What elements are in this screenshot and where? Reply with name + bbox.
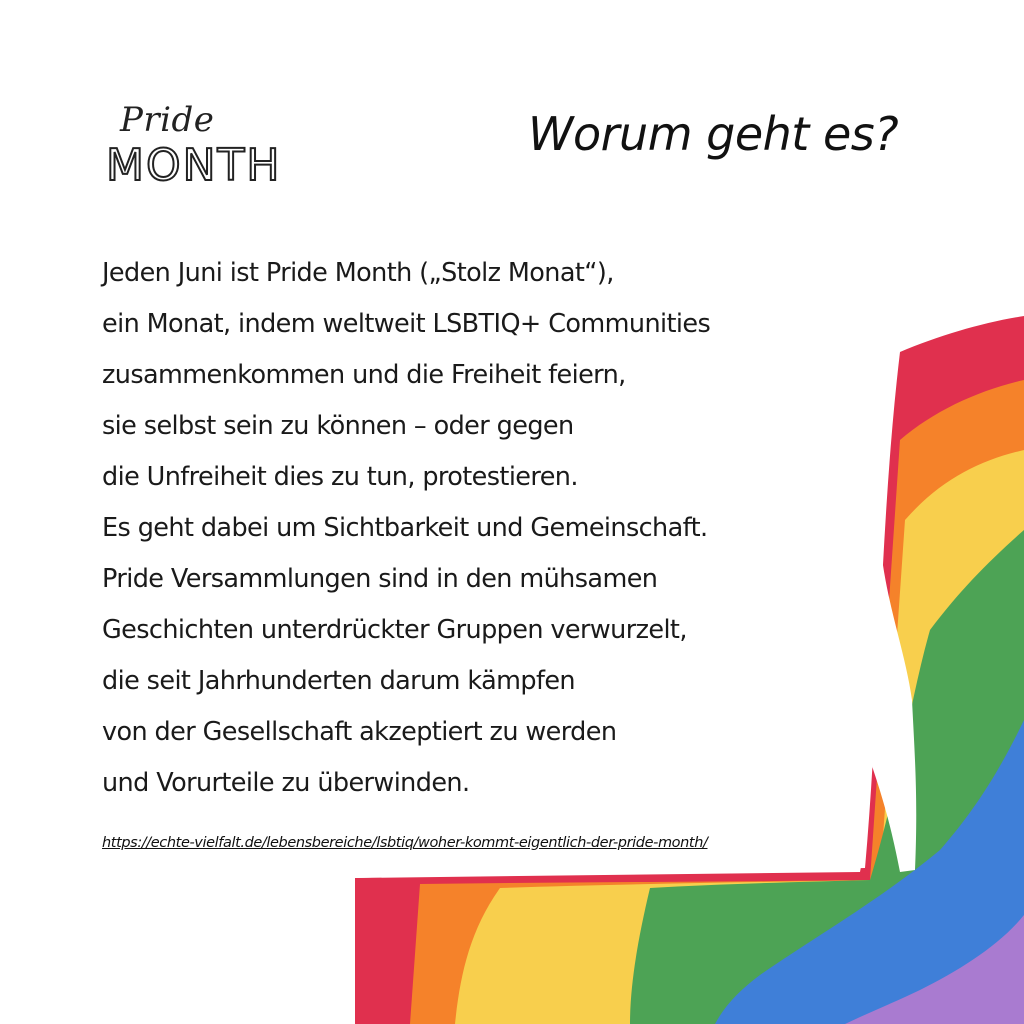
body-line: und Vorurteile zu überwinden. <box>102 768 470 798</box>
logo-month-text: MONTH <box>106 140 282 191</box>
source-link[interactable]: https://echte-vielfalt.de/lebensbereiche/lsbtiq/woher-kommt-eigentlich-der-pride-month/ <box>102 835 708 851</box>
body-line: Pride Versammlungen sind in den mühsamen <box>102 564 658 594</box>
body-text <box>102 248 822 809</box>
body-line: die Unfreiheit dies zu tun, protestieren. <box>102 462 578 492</box>
body-line: von der Gesellschaft akzeptiert zu werden <box>102 717 617 747</box>
logo-pride-text: Pride <box>120 100 215 140</box>
body-line: Geschichten unterdrückter Gruppen verwurzelt, <box>102 615 687 645</box>
body-line: Es geht dabei um Sichtbarkeit und Gemeinschaft. <box>102 513 708 543</box>
page-title: Worum geht es? <box>528 107 899 161</box>
body-line: sie selbst sein zu können – oder gegen <box>102 411 574 441</box>
body-line: Jeden Juni ist Pride Month („Stolz Monat“), <box>102 258 614 288</box>
body-line: ein Monat, indem weltweit LSBTIQ+ Communities <box>102 309 711 339</box>
body-line: die seit Jahrhunderten darum kämpfen <box>102 666 575 696</box>
body-line: zusammenkommen und die Freiheit feiern, <box>102 360 626 390</box>
pride-month-logo <box>106 100 281 190</box>
